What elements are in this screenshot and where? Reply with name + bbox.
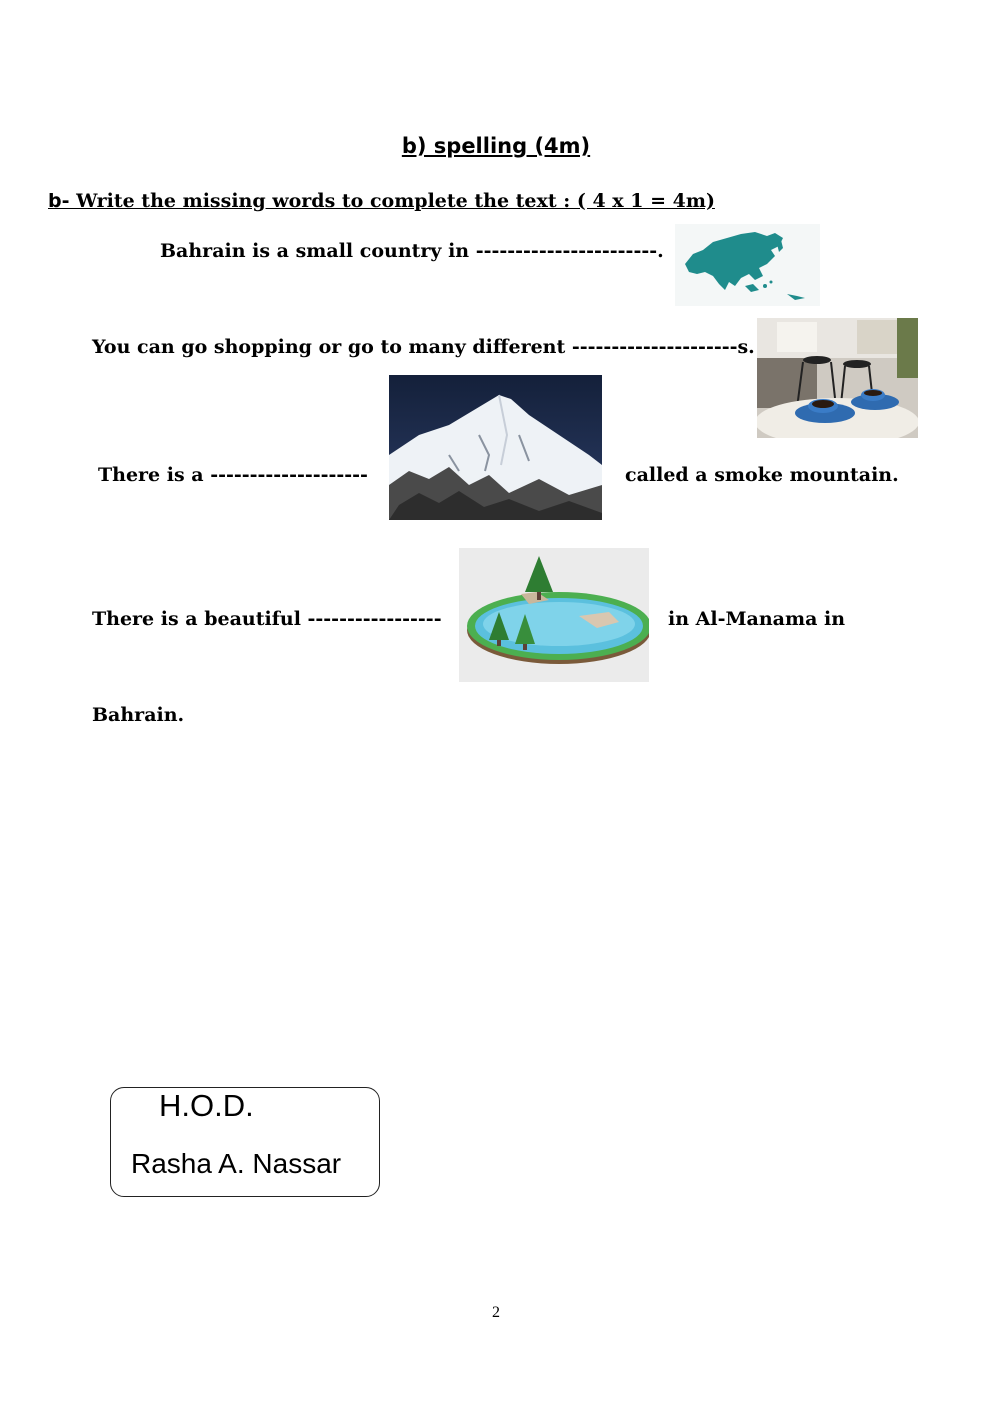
sentence-3-before: There is a --------------------: [98, 464, 368, 486]
sentence-4-continuation: Bahrain.: [92, 704, 185, 726]
instruction-text: Write the missing words to complete the text : ( 4 x 1 = 4m): [69, 190, 715, 212]
stamp-title: H.O.D.: [159, 1088, 254, 1123]
asia-map-image: [675, 224, 820, 306]
instruction-line: [48, 190, 715, 212]
page-number: 2: [492, 1304, 500, 1321]
snowy-mountain-image: [389, 375, 602, 520]
sentence-3-after: called a smoke mountain.: [625, 464, 899, 486]
sentence-4-after: in Al-Manama in: [668, 608, 846, 630]
hod-stamp: [110, 1087, 380, 1197]
sentence-2: You can go shopping or go to many different ---------------------s.: [92, 336, 755, 358]
sentence-4-before: There is a beautiful -----------------: [92, 608, 442, 630]
instruction-label: b-: [48, 190, 70, 212]
cafe-coffee-image: [757, 318, 918, 438]
stamp-name: Rasha A. Nassar: [131, 1148, 342, 1179]
section-heading: b) spelling (4m): [401, 134, 591, 158]
sentence-1: Bahrain is a small country in -----------------------.: [160, 240, 664, 262]
park-lake-image: [459, 548, 649, 682]
